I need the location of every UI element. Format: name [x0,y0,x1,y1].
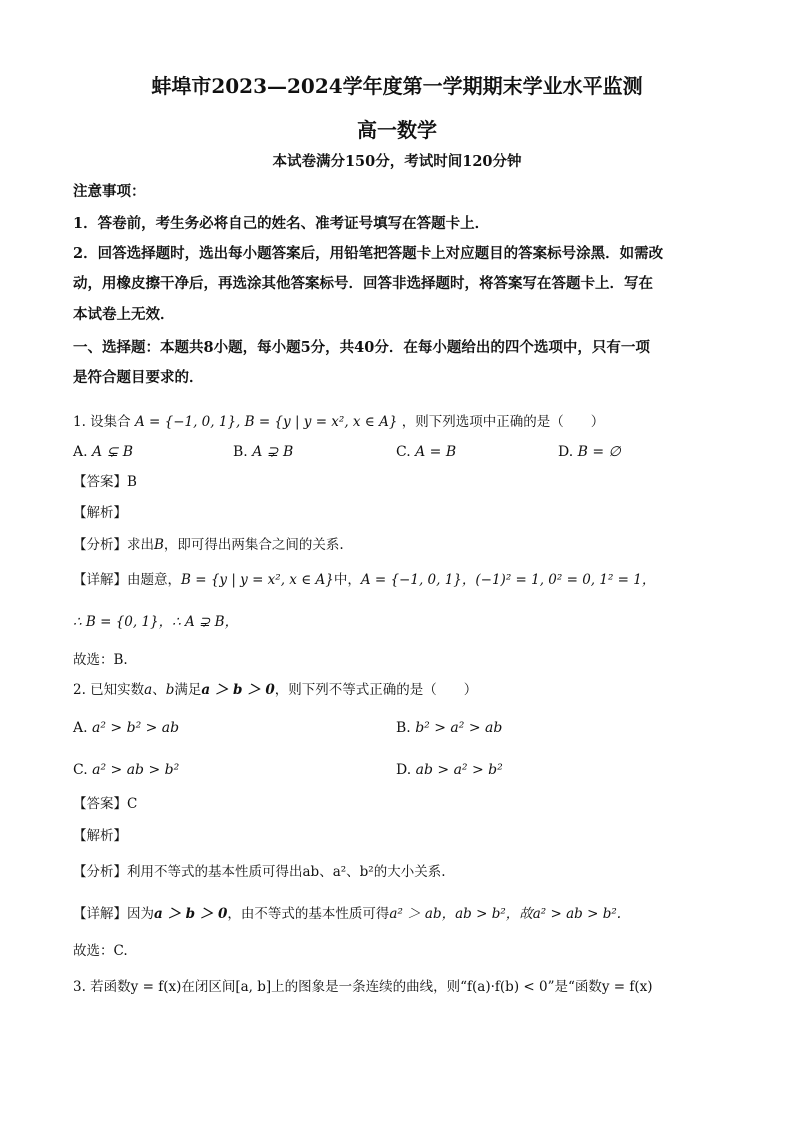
exam-subtitle: 高一数学 [357,118,437,142]
q1-analysis-math: B [154,537,164,553]
q2-option-b-label: B. [396,720,411,736]
q1-explain-tag: 【解析】 [73,505,127,521]
q2-detail-mid: ，由不等式的基本性质可得 [227,906,390,922]
q1-detail [73,570,655,590]
q1-stem-math: A = {−1, 0, 1}, B = {y | y = x², x ∈ A} [134,414,398,430]
q2-analysis-tag: 【分析】 [73,864,127,880]
q1-detail-mid: 中， [333,572,361,588]
section-heading-line-1: 一、选择题：本题共8小题，每小题5分，共40分．在每小题给出的四个选项中，只有一项 [73,339,650,356]
q1-option-b [233,442,293,462]
q1-stem-pre: 1. 设集合 [73,414,131,430]
q1-detail-pre: 由题意， [127,572,181,588]
q2-answer-tag: 【答案】 [73,796,127,812]
q1-option-b-label: B. [233,444,248,460]
q2-option-d [396,760,503,780]
q2-option-d-label: D. [396,762,412,778]
q1-answer-value: B [127,474,137,490]
q1-stem [73,412,604,432]
q2-option-b [396,718,502,738]
q2-stem [73,680,477,700]
q1-analysis-post: ，即可得出两集合之间的关系. [163,537,344,553]
q1-analysis-tag: 【分析】 [73,537,127,553]
q1-option-a [73,442,133,462]
q1-detail-line-2: ∴ B = {0, 1}，∴ A ⊋ B， [73,614,239,630]
q3-stem: 3. 若函数y = f(x)在闭区间[a, b]上的图象是一条连续的曲线，则“f(a)·f(b) < 0”是“函数y = f(x) [73,979,653,995]
q2-option-c-text: a² > ab > b² [92,762,180,778]
q2-detail-tag: 【详解】 [73,906,127,922]
q1-answer-tag: 【答案】 [73,474,127,490]
q2-analysis [73,862,446,882]
q2-stem-condition: a ＞ b ＞ 0 [201,682,275,698]
q1-option-d [558,442,621,462]
q1-option-d-label: D. [558,444,574,460]
q2-explain-tag: 【解析】 [73,828,127,844]
exam-info: 本试卷满分150分，考试时间120分钟 [272,153,522,170]
exam-title: 蚌埠市2023—2024学年度第一学期期末学业水平监测 [151,74,643,98]
notice-item-2-line-2: 动，用橡皮擦干净后，再选涂其他答案标号．回答非选择题时，将答案写在答题卡上．写在 [73,275,653,292]
q2-answer-value: C [127,796,138,812]
q2-option-a-label: A. [73,720,88,736]
q1-option-a-text: A ⊊ B [92,444,134,460]
notice-item-2-line-1: 2．回答选择题时，选出每小题答案后，用铅笔把答题卡上对应题目的答案标号涂黑．如需改 [73,245,664,262]
q2-detail [73,904,621,924]
q1-detail-math-1: B = {y | y = x², x ∈ A} [181,572,334,588]
q2-analysis-text: 利用不等式的基本性质可得出ab、a²、b²的大小关系. [127,864,446,880]
q1-option-b-text: A ⊋ B [252,444,294,460]
q2-detail-pre: 因为 [127,906,154,922]
q2-answer [73,794,137,814]
section-heading-line-2: 是符合题目要求的． [73,369,204,386]
q2-stem-math-b: b [165,682,175,698]
q2-option-d-text: ab > a² > b² [415,762,503,778]
q1-analysis-pre: 求出 [127,537,154,553]
q2-stem-pre: 2. 已知实数 [73,682,145,698]
q1-analysis [73,535,344,555]
q1-option-c-text: A = B [415,444,457,460]
q2-option-c [73,760,179,780]
q1-stem-post: ，则下列选项中正确的是（ ） [401,414,605,430]
q2-option-c-label: C. [73,762,88,778]
q2-stem-mid: 满足 [174,682,202,698]
notice-heading: 注意事项： [73,183,146,200]
q2-detail-math: a² ＞ ab，ab > b²，故a² > ab > b². [389,906,622,922]
q2-option-a-text: a² > b² > ab [92,720,180,736]
q1-option-d-text: B = ∅ [577,444,621,460]
q1-option-c [396,442,456,462]
q2-option-b-text: b² > a² > ab [415,720,503,736]
q2-stem-post: ，则下列不等式正确的是（ ） [274,682,478,698]
q2-stem-sep: 、 [152,682,166,698]
q1-conclusion: 故选：B. [73,652,128,668]
q1-answer [73,472,137,492]
q1-option-c-label: C. [396,444,411,460]
q1-detail-tag: 【详解】 [73,572,127,588]
q2-stem-math-a: a [144,682,153,698]
q1-option-a-label: A. [73,444,88,460]
notice-item-2-line-3: 本试卷上无效． [73,306,175,323]
q2-detail-condition: a ＞ b ＞ 0 [154,906,228,922]
q1-detail-math-2: A = {−1, 0, 1}，(−1)² = 1, 0² = 0, 1² = 1， [360,572,656,588]
q2-option-a [73,718,179,738]
notice-item-1: 1．答卷前，考生务必将自己的姓名、准考证号填写在答题卡上． [73,215,490,232]
q2-conclusion: 故选：C. [73,943,128,959]
